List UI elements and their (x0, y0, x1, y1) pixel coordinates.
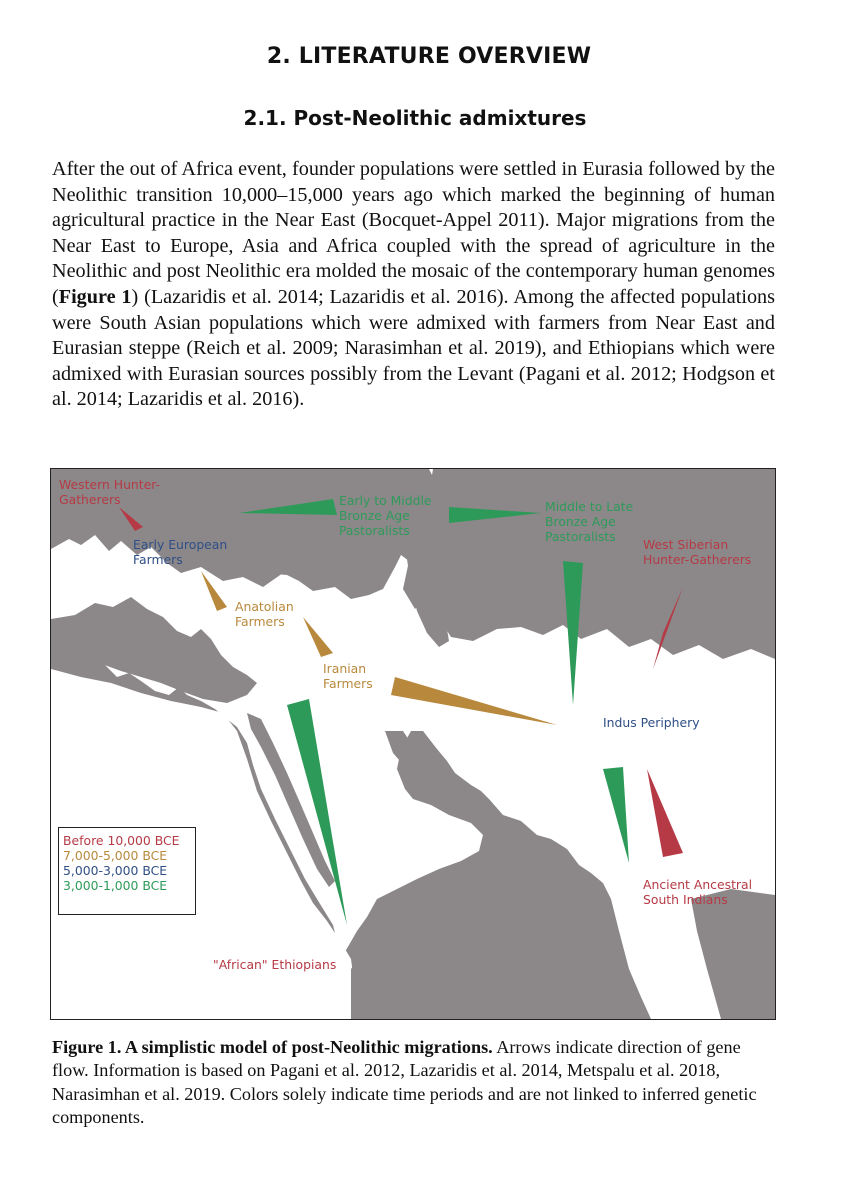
label-anatolian-farmers: Anatolian Farmers (235, 599, 294, 629)
label-west-siberian: West Siberian Hunter-Gatherers (643, 537, 752, 567)
caption-text: Arrows indicate direction of gene flow. Information is based on Pagani et al. 2012, Lazaridis et al. 2014, Metspalu et al. 2018, Narasimhan et al. 2019. Colors solely indicate time periods and are not linked to inferred genetic components. (52, 1037, 757, 1127)
legend-item: 5,000-3,000 BCE (63, 863, 168, 878)
figure-caption (52, 1036, 775, 1129)
time-period-legend (58, 827, 196, 915)
label-ancient-ancestral-south-indians: Ancient Ancestral South Indians (643, 877, 753, 907)
caption-title: Figure 1. A simplistic model of post-Neolithic migrations. (52, 1037, 493, 1057)
paragraph-text-2: ) (Lazaridis et al. 2014; Lazaridis et al. 2016). Among the affected populations were South Asian populations which were admixed with farmers from Near East and Eurasian steppe (Reich et al. 2009; Narasimhan et al. 2019), and Ethiopians which were admixed with Eurasian sources possibly from the Levant (Pagani et al. 2012; Hodgson et al. 2014; Lazaridis et al. 2016). (52, 285, 775, 411)
aral-sea (509, 561, 533, 585)
legend-item: 3,000-1,000 BCE (63, 878, 168, 893)
arrow-tick-top (429, 469, 433, 475)
label-middle-late-bronze: Middle to Late Bronze Age Pastoralists (545, 499, 634, 544)
legend-item: Before 10,000 BCE (63, 833, 180, 848)
arrow-early-middle-bronze (239, 499, 337, 515)
label-early-middle-bronze: Early to Middle Bronze Age Pastoralists (339, 493, 432, 538)
legend-item: 7,000-5,000 BCE (63, 848, 168, 863)
figure-reference[interactable]: Figure 1 (58, 285, 132, 308)
migration-map-figure (50, 468, 776, 1020)
section-heading: 2. LITERATURE OVERVIEW (266, 44, 592, 69)
label-western-hunter-gatherers: Western Hunter- Gatherers (59, 477, 161, 507)
label-iranian-farmers: Iranian Farmers (323, 661, 373, 691)
arrow-early-middle-bronze-2 (449, 507, 541, 523)
label-african-ethiopians: "African" Ethiopians (213, 957, 337, 972)
body-paragraph (52, 157, 775, 413)
subsection-heading: 2.1. Post-Neolithic admixtures (243, 106, 587, 130)
label-early-european-farmers: Early European Farmers (133, 537, 228, 567)
paragraph-text-1: After the out of Africa event, founder populations were settled in Eurasia followed by the Neolithic transition 10,000–15,000 years ago which marked the beginning of human agricultural practice in the Near East (Bocquet-Appel 2011). Major migrations from the Near East to Europe, Asia and Africa coupled with the spread of agriculture in the Neolithic and post Neolithic era molded the mosaic of the contemporary human genomes ( (52, 158, 775, 308)
arrow-western-hg (119, 507, 143, 531)
label-indus-periphery: Indus Periphery (603, 715, 700, 730)
